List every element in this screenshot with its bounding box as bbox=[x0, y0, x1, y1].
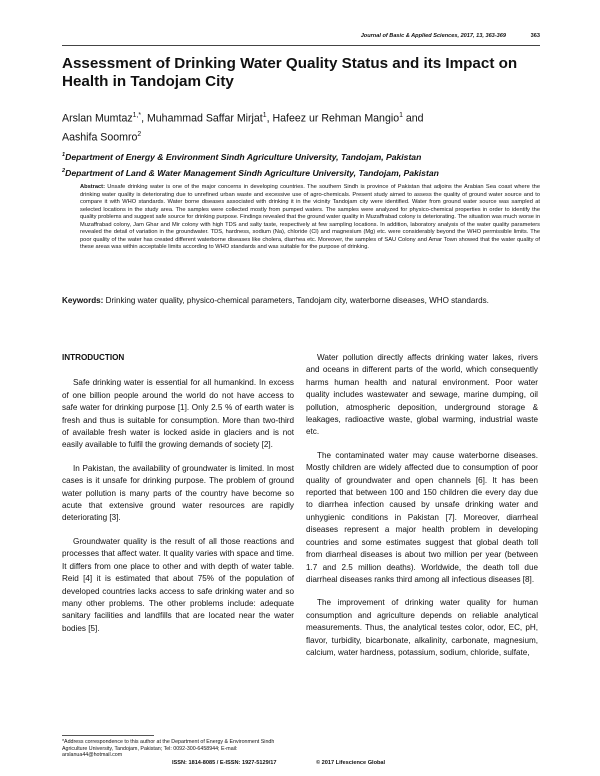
page-number: 363 bbox=[530, 33, 540, 39]
running-header bbox=[64, 33, 540, 45]
abstract-text: Unsafe drinking water is one of the major concerns in developing countries. The southern Sindh is province of Pakistan that adjoins the Arabian Sea coast where the drinking water quality is deteriorating due to unrefined urban waste and excessive use of agro-chemicals. Present study aimed to assess the quality of ground water source and to compare it with WHO standards. Water borne diseases associated with drinking it in the vicinity Tandojam city were identified. Water from ground water source was sampled at selected locations in the study area. The samples were collected mostly from pumped waters. The samples were analyzed for physico-chemical properties in order to identify the quality problems and suggest safe source for drinking purpose. Findings revealed that the ground water quality in Muzaffrabad colony is deteriorating. The situation was much worse in Muzaffrabad colony, Jam Ghar and Mir colony with high TDS and salty taste, respectively at few sampling locations. In addition, laboratory analysis of the water quality parameters revealed the detail of variation in the groundwater. TDS, hardness, sodium (Na), chloride (Cl) and magnesium (Mg) etc. were considerably beyond the WHO permissible limits. The poor quality of the water has created different waterborne diseases like cholera, diarrhea etc. Moreover, the samples of SAU Colony and Amar Town showed that the water quality of these areas was within acceptable limits according to WHO standards and was suitable for the purpose of drinking. bbox=[80, 184, 540, 251]
author-name: , Hafeez ur Rehman Mangio bbox=[266, 112, 400, 125]
abstract-label: Abstract: bbox=[80, 184, 105, 190]
author-affil-mark: 1 bbox=[262, 112, 267, 119]
author-list bbox=[62, 108, 482, 145]
paragraph: Groundwater quality is the result of all those reactions and processes that affect water. It quality varies with space and time. It differs from one place to other and with depth of water table. Reid [4] it is estimated that about 75% of the population of developed countries lacks access to safe drinking water and so many other problems. The other problems include: adequate sanitary facilities and landfills that are located near the water bodies [5]. bbox=[62, 536, 294, 633]
paragraph: The contaminated water may cause waterborne diseases. Mostly children are widely affected due to consumption of poor quality of groundwater and open channels [6]. It has been reported that between 100 and 150 children die every day due to diarrhea infection caused by unsafe drinking water and unhygienic conditions in Pakistan [7]. Moreover, diarrheal diseases represent a major health problem in developing countries and some estimates suggest that global death toll from diarrheal diseases is about two million per year (between 1.7 and 2.5 million deaths). Worldwide, the death toll due diarrheal diseases ranks third among all infectious diseases [8]. bbox=[306, 450, 538, 584]
left-column bbox=[62, 352, 294, 646]
author-affil-mark: 2 bbox=[137, 130, 142, 138]
author-affil-mark: 1 bbox=[399, 112, 403, 119]
correspondence-footnote: *Address correspondence to this author at the Department of Energy & Environment Sindh Agriculture University, Tandojam, Pakistan; Tel: 0092-300-6458944; E-mail: arslanua44@hotmail.com bbox=[62, 739, 275, 759]
journal-citation: Journal of Basic & Applied Sciences, 2017, 13, 363-369 bbox=[360, 33, 506, 39]
section-heading: INTRODUCTION bbox=[62, 353, 125, 362]
issn: ISSN: 1814-8085 / E-ISSN: 1927-5129/17 bbox=[172, 760, 277, 766]
keywords-text: Drinking water quality, physico-chemical parameters, Tandojam city, waterborne diseases, WHO standards. bbox=[103, 296, 489, 305]
affiliation-mark: 1 bbox=[62, 152, 66, 159]
right-column bbox=[306, 352, 538, 670]
affiliation-1 bbox=[62, 152, 522, 162]
footnote-rule bbox=[62, 735, 154, 736]
header-rule bbox=[62, 45, 540, 46]
author-name: Arslan Mumtaz bbox=[62, 112, 133, 125]
author-name: , Muhammad Saffar Mirjat bbox=[141, 112, 263, 125]
affiliation-text: Department of Energy & Environment Sindh Agriculture University, Tandojam, Pakistan bbox=[65, 152, 422, 162]
affiliation-mark: 2 bbox=[62, 168, 66, 175]
abstract bbox=[80, 184, 540, 252]
keywords-label: Keywords: bbox=[62, 296, 104, 305]
author-affil-mark: 1,* bbox=[132, 112, 142, 119]
paragraph: The improvement of drinking water quality for human consumption and agriculture depends on reliable analytical measurements. Thus, the analytical testes color, odor, EC, pH, flavor, turbidity, bicarbonate, alkalinity, carbonate, magnesium, calcium, water hardness, potassium, sodium, chloride, sulfate, bbox=[306, 598, 538, 657]
affiliation-text: Department of Land & Water Management Sindh Agriculture University, Tandojam, Pakistan bbox=[65, 168, 439, 178]
paragraph: Water pollution directly affects drinking water lakes, rivers and oceans in different parts of the world, which consequently harms human health and natural environment. Poor water quality includes wastewater and sewage, marine dumping, oil pollution, atmospheric deposition, underground storage & leakages, radioactive waste, global warming, industrial waste etc. bbox=[306, 353, 538, 437]
author-name: Aashifa Soomro bbox=[62, 131, 138, 144]
paragraph: In Pakistan, the availability of groundwater is limited. In most cases is it unsafe for drinking purpose. The problem of ground water pollution is many parts of the country have become so acute that extensive ground water resources are rapidly deteriorating [3]. bbox=[62, 463, 294, 523]
author-conjunction: and bbox=[402, 112, 424, 125]
keywords bbox=[62, 295, 538, 307]
paper-title: Assessment of Drinking Water Quality Status and its Impact on Health in Tandojam City bbox=[62, 55, 518, 90]
affiliation-2 bbox=[62, 168, 522, 178]
copyright: © 2017 Lifescience Global bbox=[316, 760, 386, 766]
paragraph: Safe drinking water is essential for all humankind. In excess of one billion people around the world do not have access to safe water for drinking purpose [1]. Only 2.5 % of earth water is fresh and thus is suitable for consumption. More than two-third of available fresh water is locked aside in glaciers and is not easily available to fulfil the growing demands of society [2]. bbox=[62, 378, 294, 450]
